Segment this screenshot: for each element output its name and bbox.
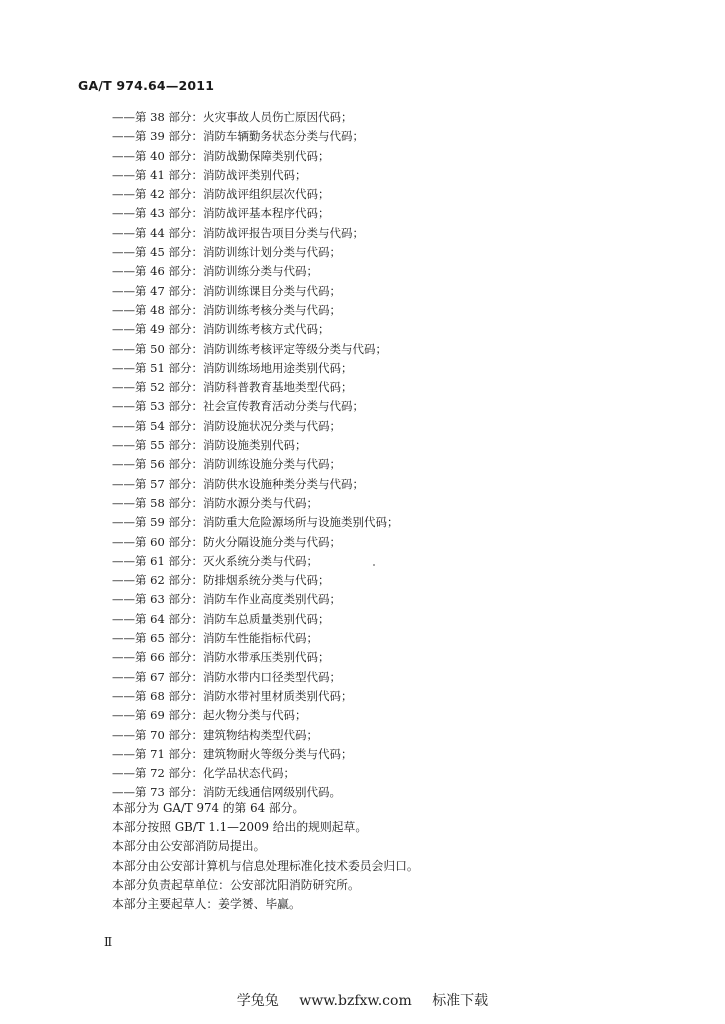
page-number: Ⅱ <box>104 935 113 949</box>
footer-site-name: 学兔兔 <box>236 993 279 1009</box>
note-drafting-rules: 本部分按照 GB/T 1.1—2009 给出的规则起草。 <box>112 820 368 835</box>
part-list-item: ——第 53 部分：社会宣传教育活动分类与代码； <box>112 399 364 414</box>
notes-block <box>112 799 672 914</box>
part-list-item: ——第 48 部分：消防训练考核分类与代码； <box>112 302 341 317</box>
part-list-item: ——第 55 部分：消防设施类别代码； <box>112 438 307 453</box>
part-list-item: ——第 57 部分：消防供水设施种类分类与代码； <box>112 476 364 491</box>
parts-list <box>112 108 672 803</box>
part-list-item: ——第 66 部分：消防水带承压类别代码； <box>112 650 330 665</box>
part-list-item: ——第 67 部分：消防水带内口径类型代码； <box>112 669 341 684</box>
part-list-item: ——第 64 部分：消防车总质量类别代码； <box>112 611 330 626</box>
part-list-item: ——第 59 部分：消防重大危险源场所与设施类别代码； <box>112 515 399 530</box>
footer-url-link[interactable]: www.bzfxw.com <box>299 993 412 1009</box>
part-list-item: ——第 71 部分：建筑物耐火等级分类与代码； <box>112 746 353 761</box>
note-drafters: 本部分主要起草人：姜学赟、毕赢。 <box>112 896 301 911</box>
scan-speck <box>373 564 375 566</box>
part-list-item: ——第 56 部分：消防训练设施分类与代码； <box>112 457 341 472</box>
part-list-item: ——第 60 部分：防火分隔设施分类与代码； <box>112 534 341 549</box>
part-list-item: ——第 42 部分：消防战评组织层次代码； <box>112 187 330 202</box>
footer-tagline: 标准下载 <box>432 993 489 1009</box>
standard-number: GA/T 974.64—2011 <box>78 78 215 93</box>
note-part-number: 本部分为 GA/T 974 的第 64 部分。 <box>112 801 305 815</box>
part-list-item: ——第 38 部分：火灾事故人员伤亡原因代码； <box>112 110 353 124</box>
part-list-item: ——第 49 部分：消防训练考核方式代码； <box>112 322 330 337</box>
part-list-item: ——第 40 部分：消防战勤保障类别代码； <box>112 148 330 163</box>
part-list-item: ——第 45 部分：消防训练计划分类与代码； <box>112 245 341 260</box>
part-list-item: ——第 68 部分：消防水带衬里材质类别代码； <box>112 688 353 703</box>
part-list-item: ——第 46 部分：消防训练分类与代码； <box>112 264 318 279</box>
part-list-item: ——第 65 部分：消防车性能指标代码； <box>112 631 318 646</box>
part-list-item: ——第 44 部分：消防战评报告项目分类与代码； <box>112 225 364 240</box>
part-list-item: ——第 41 部分：消防战评类别代码； <box>112 167 307 182</box>
part-list-item: ——第 70 部分：建筑物结构类型代码； <box>112 727 318 742</box>
part-list-item: ——第 54 部分：消防设施状况分类与代码； <box>112 418 341 433</box>
part-list-item: ——第 61 部分：灭火系统分类与代码； <box>112 553 318 568</box>
part-list-item: ——第 72 部分：化学品状态代码； <box>112 766 295 781</box>
part-list-item: ——第 63 部分：消防车作业高度类别代码； <box>112 592 341 607</box>
part-list-item: ——第 69 部分：起火物分类与代码； <box>112 708 307 723</box>
part-list-item: ——第 39 部分：消防车辆勤务状态分类与代码； <box>112 129 364 144</box>
part-list-item: ——第 58 部分：消防水源分类与代码； <box>112 495 318 510</box>
part-list-item: ——第 73 部分：消防无线通信网级别代码。 <box>112 785 341 800</box>
note-centralized-by: 本部分由公安部计算机与信息处理标准化技术委员会归口。 <box>112 858 419 873</box>
part-list-item: ——第 51 部分：消防训练场地用途类别代码； <box>112 360 353 375</box>
part-list-item: ——第 52 部分：消防科普教育基地类型代码； <box>112 380 353 395</box>
note-proposer: 本部分由公安部消防局提出。 <box>112 839 266 854</box>
part-list-item: ——第 62 部分：防排烟系统分类与代码； <box>112 573 330 588</box>
part-list-item: ——第 43 部分：消防战评基本程序代码； <box>112 206 330 221</box>
note-drafting-unit: 本部分负责起草单位：公安部沈阳消防研究所。 <box>112 877 360 892</box>
part-list-item: ——第 47 部分：消防训练课目分类与代码； <box>112 283 341 298</box>
footer-watermark[interactable] <box>0 990 725 1010</box>
part-list-item: ——第 50 部分：消防训练考核评定等级分类与代码； <box>112 341 387 356</box>
